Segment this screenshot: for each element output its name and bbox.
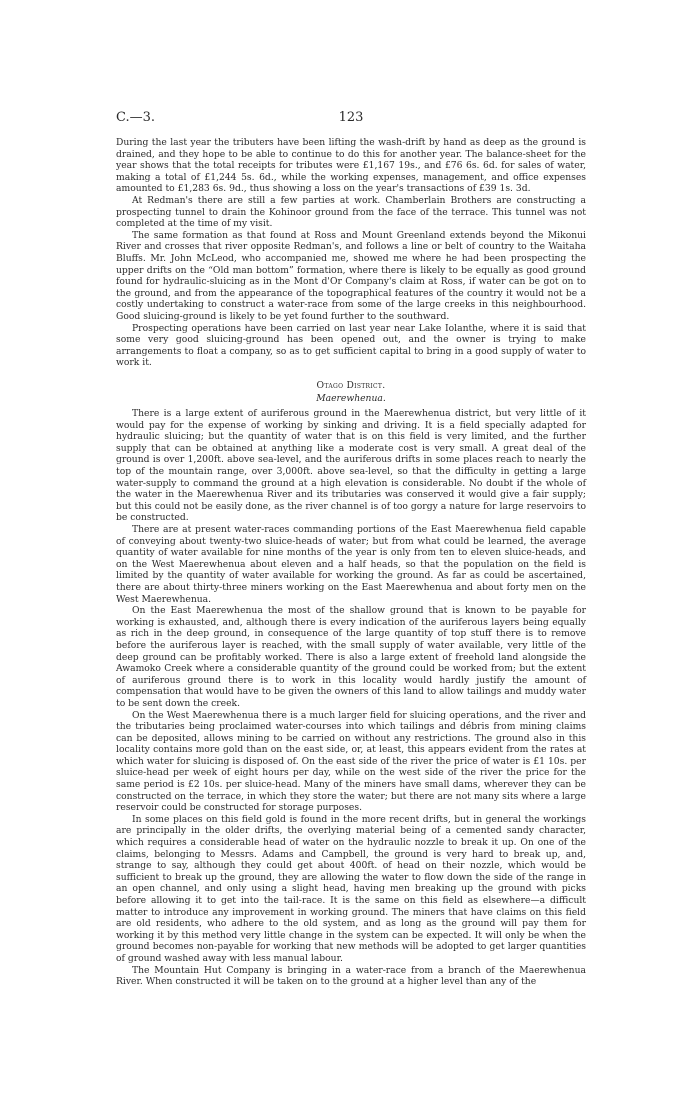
report-reference: C.—3. <box>116 110 156 125</box>
paragraph: At Redman's there are still a few parties at work. Chamberlain Brothers are constructing a prospecting tunnel to drain the Kohinoor ground from the face of the terrace. This tunnel was not completed at the time of my visit. <box>116 194 586 230</box>
page-number: 123 <box>338 110 364 125</box>
paragraph: On the West Maerewhenua there is a much larger field for sluicing operations, and the river and the tributaries being proclaimed water-courses into which tailings and débris from mining claims can be deposited, allows mining to be carried on without any restrictions. The ground also in this locality contains more gold than on the east side, or, at least, this appears evident from the rates at which water for sluicing is disposed of. On the east side of the river the price of water is £1 10s. per sluice-head per week of eight hours per day, while on the west side of the river the price for the same period is £2 10s. per sluice-head. Many of the miners have small dams, wherever they can be constructed on the terrace, in which they store the water; but there are not many sits where a large reservoir could be constructed for storage purposes. <box>116 709 586 814</box>
page-header <box>116 110 586 130</box>
paragraph: During the last year the tributers have been lifting the wash-drift by hand as deep as the ground is drained, and they hope to be able to continue to do this for another year. The balance-sheet for the year shows that the total receipts for tributes were £1,167 19s., and £76 6s. 6d. for sales of water, making a total of £1,244 5s. 6d., while the working expenses, management, and office expenses amounted to £1,283 6s. 9d., thus showing a loss on the year's transactions of £39 1s. 3d. <box>116 137 586 195</box>
district-heading: Otago District. <box>316 379 386 391</box>
paragraph: Prospecting operations have been carried on last year near Lake Iolanthe, where it is said that some very good sluicing-ground has been opened out, and the owner is trying to make arrangements to float a company, so as to get sufficient capital to bring in a good supply of water to work it. <box>116 322 586 369</box>
paragraph: There is a large extent of auriferous ground in the Maerewhenua district, but very little of it would pay for the expense of working by sinking and driving. It is a field specially adapted for hydraulic sluicing; but the quantity of water that is on this field is very limited, and the further supply that can be obtained at anything like a moderate cost is very small. A great deal of the ground is over 1,200ft. above sea-level, and the auriferous drifts in some places reach to nearly the top of the mountain range, over 3,000ft. above sea-level, so that the difficulty in getting a large water-supply to command the ground at a high elevation is considerable. No doubt if the whole of the water in the Maerewhenua River and its tributaries was conserved it would give a fair supply; but this could not be easily done, as the river channel is of too gorgy a nature for large reservoirs to be constructed. <box>116 408 586 524</box>
paragraph: The Mountain Hut Company is bringing in a water-race from a branch of the Maerewhenua River. When constructed it will be taken on to the ground at a higher level than any of the <box>116 964 586 988</box>
paragraph: There are at present water-races commanding portions of the East Maerewhenua field capable of conveying about twenty-two sluice-heads of water; but from what could be learned, the average quantity of water available for nine months of the year is only from ten to eleven sluice-heads, and on the West Maerewhenua about eleven and a half heads, so that the population on the field is limited by the quantity of water available for working the ground. As far as could be ascertained, there are about thirty-three miners working on the East Maerewhenua and about forty men on the West Maerewhenua. <box>116 524 586 605</box>
section-subheading: Maerewhenua. <box>316 393 386 405</box>
paragraph: The same formation as that found at Ross and Mount Greenland extends beyond the Mikonui River and crosses that river opposite Redman's, and follows a line or belt of country to the Waitaha Bluffs. Mr. John McLeod, who accompanied me, showed me where he had been prospecting the upper drifts on the “Old man bottom” formation, where there is likely to be equally as good ground found for hydraulic-sluicing as in the Mont d'Or Company's claim at Ross, if water can be got on to the ground, and from the appearance of the topographical features of the country it would not be a costly undertaking to construct a water-race from some of the large creeks in this neighbourhood. Good sluicing-ground is likely to be yet found further to the southward. <box>116 229 586 322</box>
page-body <box>116 137 586 988</box>
paragraph: On the East Maerewhenua the most of the shallow ground that is known to be payable for working is exhausted, and, although there is every indication of the auriferous layers being equally as rich in the deep ground, in consequence of the large quantity of top stuff there is to remove before the auriferous layer is reached, with the small supply of water available, very little of the deep ground can be profitably worked. There is also a large extent of freehold land alongside the Awamoko Creek where a considerable quantity of the ground could be worked from; but the extent of auriferous ground there is to work in this locality would hardly justify the amount of compensation that would have to be given the owners of this land to allow tailings and muddy water to be sent down the creek. <box>116 605 586 709</box>
paragraph: In some places on this field gold is found in the more recent drifts, but in general the workings are principally in the older drifts, the overlying material being of a cemented sandy character, which requires a considerable head of water on the hydraulic nozzle to break it up. On one of the claims, belonging to Messrs. Adams and Campbell, the ground is very hard to break up, and, strange to say, although they could get about 400ft. of head on their nozzle, which would be sufficient to break up the ground, they are allowing the water to flow down the side of the range in an open channel, and only using a slight head, having men breaking up the ground with picks before allowing it to get into the tail-race. It is the same on this field as elsewhere—a difficult matter to introduce any improvement in working ground. The miners that have claims on this field are old residents, who adhere to the old system, and as long as the ground will pay them for working it by this method very little change in the system can be expected. It will only be when the ground becomes non-payable for working that new methods will be adopted to get larger quantities of ground washed away with less manual labour. <box>116 813 586 964</box>
